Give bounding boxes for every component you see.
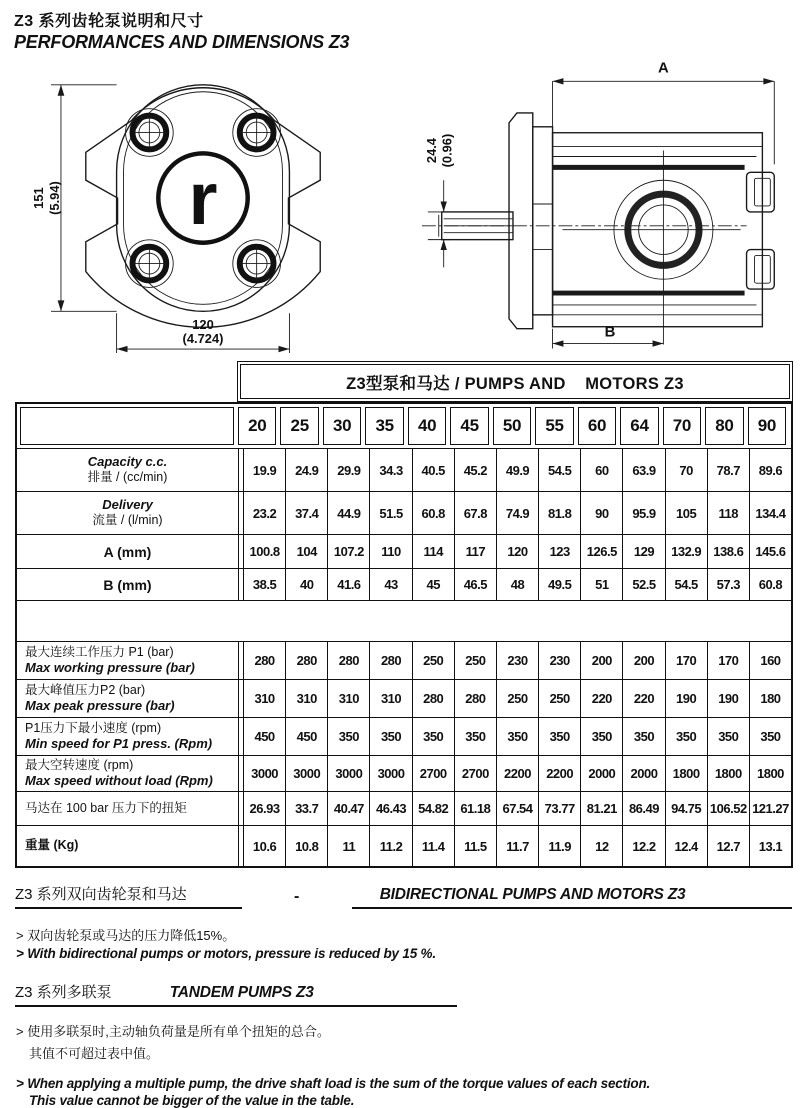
spec-value: 180 xyxy=(760,691,781,706)
spec-value: 107.2 xyxy=(328,535,370,568)
spec-value: 450 xyxy=(286,718,328,755)
row-label xyxy=(17,792,239,825)
table-row xyxy=(17,792,791,826)
spec-value: 74.9 xyxy=(497,492,539,534)
spec-value: 145.6 xyxy=(755,544,786,559)
spec-value: 51 xyxy=(581,569,623,600)
size-header-cell: 20 xyxy=(238,407,276,445)
spec-value: 106.52 xyxy=(708,792,750,825)
spec-value: 104 xyxy=(286,535,328,568)
spec-value: 40.47 xyxy=(328,792,370,825)
spec-value: 350 xyxy=(455,718,497,755)
spec-value: 350 xyxy=(328,718,370,755)
spec-value: 2700 xyxy=(455,756,497,791)
spec-value: 54.5 xyxy=(666,569,708,600)
spec-value: 114 xyxy=(413,535,455,568)
row-values xyxy=(243,792,791,825)
table-row xyxy=(17,718,791,756)
spec-value: 94.75 xyxy=(666,792,708,825)
spec-value: 250 xyxy=(497,680,539,717)
spec-value: 3000 xyxy=(244,756,286,791)
spec-value: 45 xyxy=(413,569,455,600)
spec-value: 350 xyxy=(581,718,623,755)
spec-value: 11 xyxy=(328,826,370,866)
spec-value: 63.9 xyxy=(623,449,665,491)
front-height-dim-mm: 151 xyxy=(31,187,47,209)
spec-value: 350 xyxy=(497,718,539,755)
row-label-line1: 重量 (Kg) xyxy=(25,838,79,853)
spec-value: 134.4 xyxy=(755,505,786,521)
spec-value: 10.6 xyxy=(244,826,286,866)
spec-value: 11.2 xyxy=(370,826,412,866)
table-title-row xyxy=(15,361,793,402)
spec-value: 105 xyxy=(666,492,708,534)
tandem-title-zh: Z3 系列多联泵 xyxy=(15,984,112,1001)
spec-value: 34.3 xyxy=(370,449,412,491)
row-label xyxy=(17,680,239,717)
row-label-line2: 排量 / (cc/min) xyxy=(87,469,168,484)
spec-value: 200 xyxy=(581,642,623,679)
spec-value: 132.9 xyxy=(666,535,708,568)
size-header-cell: 35 xyxy=(365,407,403,445)
spec-value: 280 xyxy=(244,642,286,679)
spec-value: 37.4 xyxy=(286,492,328,534)
spec-value: 29.9 xyxy=(328,449,370,491)
size-header-cell: 60 xyxy=(578,407,616,445)
spec-value: 190 xyxy=(666,680,708,717)
spec-value: 2200 xyxy=(497,756,539,791)
table-row xyxy=(17,492,791,535)
spec-value: 350 xyxy=(413,718,455,755)
spec-value: 280 xyxy=(455,680,497,717)
row-label xyxy=(17,756,239,791)
spec-value: 450 xyxy=(244,718,286,755)
size-header-row xyxy=(17,404,791,449)
spec-value: 170 xyxy=(666,642,708,679)
spec-value: 280 xyxy=(370,642,412,679)
row-label xyxy=(17,642,239,679)
row-values xyxy=(243,680,791,717)
spec-value: 46.43 xyxy=(370,792,412,825)
row-label-line1: P1压力下最小速度 (rpm) xyxy=(25,721,162,736)
spec-value: 60.8 xyxy=(758,577,783,592)
spec-value: 81.8 xyxy=(539,492,581,534)
row-values xyxy=(243,492,791,534)
spec-value: 48 xyxy=(497,569,539,600)
size-header-cell: 55 xyxy=(535,407,573,445)
spec-value: 1800 xyxy=(756,766,784,781)
row-label-line1: Delivery xyxy=(102,496,153,512)
spec-value: 12 xyxy=(581,826,623,866)
bidirectional-title-en: BIDIRECTIONAL PUMPS AND MOTORS Z3 xyxy=(352,886,792,909)
spec-value: 220 xyxy=(623,680,665,717)
spec-value: 2000 xyxy=(581,756,623,791)
table-row xyxy=(17,535,791,569)
size-header-cell: 45 xyxy=(450,407,488,445)
row-label-line1: 最大连续工作压力 P1 (bar) xyxy=(25,645,174,660)
bidirectional-section-heading xyxy=(15,883,792,909)
spec-value: 100.8 xyxy=(244,535,286,568)
table-row xyxy=(17,680,791,718)
row-values xyxy=(243,642,791,679)
spec-value: 2000 xyxy=(623,756,665,791)
spec-value: 350 xyxy=(539,718,581,755)
table-row xyxy=(17,756,791,792)
spec-value: 90 xyxy=(581,492,623,534)
front-width-dim-in: (4.724) xyxy=(182,331,224,347)
spec-value: 60.8 xyxy=(413,492,455,534)
side-view-drawing xyxy=(414,55,800,353)
spec-value: 118 xyxy=(708,492,750,534)
bidirectional-note-zh: > 双向齿轮泵或马达的压力降低15%。 xyxy=(16,928,236,943)
spec-value: 280 xyxy=(328,642,370,679)
spec-value: 46.5 xyxy=(455,569,497,600)
size-header-cell: 40 xyxy=(408,407,446,445)
bolt-hole-icon xyxy=(233,240,281,288)
spec-value: 230 xyxy=(497,642,539,679)
tandem-note-en-2: This value cannot be bigger of the value in the table. xyxy=(29,1093,355,1108)
spec-value: 67.54 xyxy=(497,792,539,825)
spec-value: 1800 xyxy=(666,756,708,791)
spec-value: 3000 xyxy=(328,756,370,791)
brand-logo-letter: r xyxy=(188,156,218,240)
spec-value: 190 xyxy=(708,680,750,717)
spec-value: 57.3 xyxy=(708,569,750,600)
spec-value: 138.6 xyxy=(708,535,750,568)
spec-value: 38.5 xyxy=(244,569,286,600)
spec-value: 200 xyxy=(623,642,665,679)
size-header-empty-cell xyxy=(20,407,234,445)
spec-value: 24.9 xyxy=(286,449,328,491)
spec-value: 86.49 xyxy=(623,792,665,825)
spec-value: 54.82 xyxy=(413,792,455,825)
spec-value: 73.77 xyxy=(539,792,581,825)
spec-value: 250 xyxy=(413,642,455,679)
row-label xyxy=(17,569,239,600)
spec-value: 52.5 xyxy=(623,569,665,600)
spec-value: 49.5 xyxy=(539,569,581,600)
spec-value: 41.6 xyxy=(328,569,370,600)
technical-drawings xyxy=(0,55,800,353)
tandem-note-zh-2: 其值不可超过表中值。 xyxy=(29,1046,160,1061)
spec-value: 310 xyxy=(370,680,412,717)
front-width-dim-mm: 120 xyxy=(192,317,214,333)
spec-value: 67.8 xyxy=(455,492,497,534)
page-header xyxy=(0,0,800,53)
spec-value: 310 xyxy=(328,680,370,717)
spec-value: 350 xyxy=(666,718,708,755)
spec-value: 12.4 xyxy=(666,826,708,866)
spec-value: 121.27 xyxy=(752,801,789,816)
page-title-en: PERFORMANCES AND DIMENSIONS Z3 xyxy=(14,32,350,52)
row-label-line1: A (mm) xyxy=(103,543,152,560)
side-dim-b-label: B xyxy=(604,324,616,341)
row-label xyxy=(17,826,239,866)
row-values xyxy=(243,756,791,791)
spec-value: 81.21 xyxy=(581,792,623,825)
spec-value: 89.6 xyxy=(758,462,783,478)
table-row xyxy=(17,826,791,866)
spec-value: 49.9 xyxy=(497,449,539,491)
row-label-line1: 马达在 100 bar 压力下的扭矩 xyxy=(25,800,187,815)
spec-value: 70 xyxy=(666,449,708,491)
spec-value: 1800 xyxy=(708,756,750,791)
spec-value: 23.2 xyxy=(244,492,286,534)
bolt-hole-icon xyxy=(233,109,281,157)
spec-value: 51.5 xyxy=(370,492,412,534)
spec-value: 123 xyxy=(539,535,581,568)
table-title-spacer xyxy=(15,361,237,402)
rows-bottom xyxy=(17,642,791,866)
size-header-cell: 30 xyxy=(323,407,361,445)
spec-value: 45.2 xyxy=(455,449,497,491)
side-shaft-dim-mm: 24.4 xyxy=(423,138,439,164)
size-header-cell: 70 xyxy=(663,407,701,445)
spec-value: 350 xyxy=(623,718,665,755)
row-values xyxy=(243,718,791,755)
front-view-drawing xyxy=(28,55,380,353)
spec-value: 3000 xyxy=(370,756,412,791)
spec-value: 11.7 xyxy=(497,826,539,866)
row-values xyxy=(243,535,791,568)
spec-value: 95.9 xyxy=(623,492,665,534)
row-label-line2: Max peak pressure (bar) xyxy=(25,697,175,713)
spec-value: 11.4 xyxy=(413,826,455,866)
bidirectional-title-zh: Z3 系列双向齿轮泵和马达 xyxy=(15,883,242,909)
spec-value: 350 xyxy=(760,729,781,744)
table-row xyxy=(17,642,791,680)
tandem-note-zh-1: > 使用多联泵时,主动轴负荷量是所有单个扭矩的总合。 xyxy=(16,1024,330,1039)
size-header-cell: 90 xyxy=(748,407,786,445)
spec-value: 250 xyxy=(539,680,581,717)
spec-value: 129 xyxy=(623,535,665,568)
tandem-title-en: TANDEM PUMPS Z3 xyxy=(169,984,314,1001)
size-header-cell: 64 xyxy=(620,407,658,445)
spec-value: 126.5 xyxy=(581,535,623,568)
spec-value: 33.7 xyxy=(286,792,328,825)
size-header-cell: 50 xyxy=(493,407,531,445)
spec-value: 11.5 xyxy=(455,826,497,866)
size-header-cell: 25 xyxy=(280,407,318,445)
row-label xyxy=(17,718,239,755)
spec-value: 280 xyxy=(286,642,328,679)
row-label-line2: Min speed for P1 press. (Rpm) xyxy=(25,735,213,751)
spec-value: 350 xyxy=(370,718,412,755)
spec-value: 350 xyxy=(708,718,750,755)
spec-value: 44.9 xyxy=(328,492,370,534)
spec-value: 40 xyxy=(286,569,328,600)
spec-value: 54.5 xyxy=(539,449,581,491)
spec-value: 230 xyxy=(539,642,581,679)
spec-value: 11.9 xyxy=(539,826,581,866)
row-values xyxy=(243,569,791,600)
page-title-zh: Z3 系列齿轮泵说明和尺寸 xyxy=(14,13,204,30)
spec-value: 310 xyxy=(286,680,328,717)
size-row-cells xyxy=(236,407,788,445)
spec-value: 40.5 xyxy=(413,449,455,491)
front-height-dim-in: (5.94) xyxy=(46,181,62,215)
spec-value: 120 xyxy=(497,535,539,568)
row-label xyxy=(17,535,239,568)
bidirectional-note-en: > With bidirectional pumps or motors, pressure is reduced by 15 %. xyxy=(16,946,436,961)
row-label-line2: 流量 / (l/min) xyxy=(92,512,163,527)
spec-value: 250 xyxy=(455,642,497,679)
spec-value: 26.93 xyxy=(244,792,286,825)
spec-value: 160 xyxy=(760,653,781,668)
spec-value: 12.2 xyxy=(623,826,665,866)
spec-value: 61.18 xyxy=(455,792,497,825)
size-header-cell: 80 xyxy=(705,407,743,445)
row-label xyxy=(17,492,239,534)
spec-value: 60 xyxy=(581,449,623,491)
spec-value: 310 xyxy=(244,680,286,717)
row-label-line2: Max working pressure (bar) xyxy=(25,659,195,675)
spec-value: 220 xyxy=(581,680,623,717)
side-shaft-dim-in: (0.96) xyxy=(439,133,455,168)
table-title: Z3型泵和马达 / PUMPS AND MOTORS Z3 xyxy=(237,361,793,402)
spec-value: 170 xyxy=(708,642,750,679)
row-label xyxy=(17,449,239,491)
row-label-line1: 最大峰值压力P2 (bar) xyxy=(25,683,146,698)
spec-value: 78.7 xyxy=(708,449,750,491)
spec-value: 280 xyxy=(413,680,455,717)
spec-value: 43 xyxy=(370,569,412,600)
spec-value: 2200 xyxy=(539,756,581,791)
table-row xyxy=(17,569,791,601)
bolt-hole-icon xyxy=(126,240,174,288)
rows-top xyxy=(17,449,791,601)
table-row xyxy=(17,449,791,492)
spec-value: 13.1 xyxy=(758,838,783,854)
row-label-line1: B (mm) xyxy=(103,576,152,593)
spec-value: 12.7 xyxy=(708,826,750,866)
spec-value: 3000 xyxy=(286,756,328,791)
spec-table xyxy=(15,361,793,868)
bolt-hole-icon xyxy=(126,109,174,157)
row-label-line2: Max speed without load (Rpm) xyxy=(25,772,213,788)
spec-value: 10.8 xyxy=(286,826,328,866)
spec-value: 110 xyxy=(370,535,412,568)
row-label-line1: Capacity c.c. xyxy=(87,453,168,469)
row-values xyxy=(243,826,791,866)
tandem-section-heading xyxy=(15,981,457,1007)
spec-value: 117 xyxy=(455,535,497,568)
separator-row xyxy=(17,601,791,642)
table-body xyxy=(15,402,793,868)
bidirectional-dash: - xyxy=(294,888,300,905)
row-label-line1: 最大空转速度 (rpm) xyxy=(25,758,134,773)
spec-value: 2700 xyxy=(413,756,455,791)
row-values xyxy=(243,449,791,491)
spec-value: 19.9 xyxy=(244,449,286,491)
side-dim-a-label: A xyxy=(658,60,669,77)
tandem-note-en-1: > When applying a multiple pump, the drive shaft load is the sum of the torque values of each section. xyxy=(16,1076,651,1091)
